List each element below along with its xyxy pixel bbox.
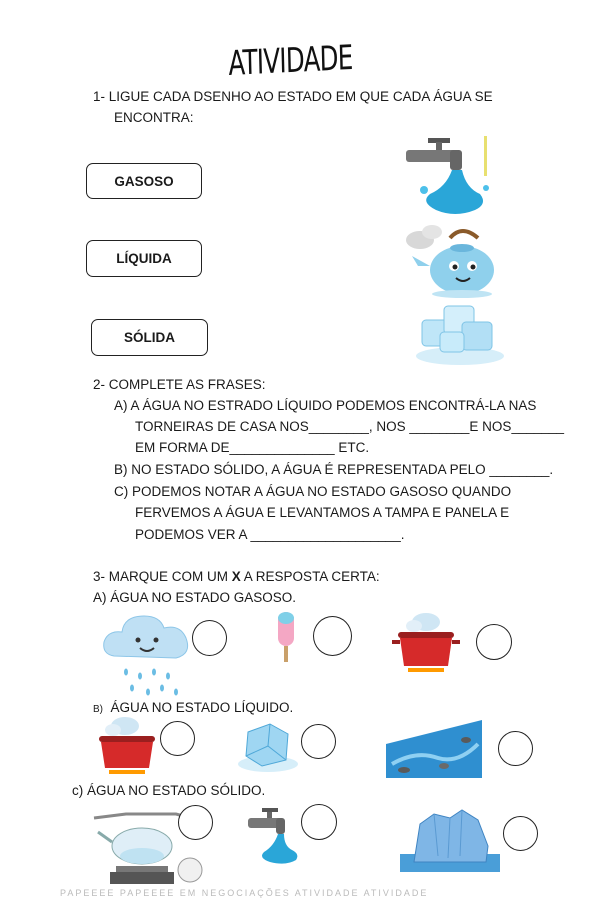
answer-circle-c2[interactable] — [301, 804, 337, 840]
q2-b-line1: B) NO ESTADO SÓLIDO, A ÁGUA É REPRESENTADA PELO ________. — [114, 462, 554, 477]
option-liquida[interactable]: LÍQUIDA — [86, 240, 202, 277]
boiling-pot-image[interactable] — [95, 712, 161, 776]
q1-line1: 1- LIGUE CADA DSENHO AO ESTADO EM QUE CADA ÁGUA SE — [93, 89, 493, 104]
rain-cloud-image[interactable] — [100, 610, 192, 700]
river-image[interactable] — [386, 714, 482, 780]
q2-c-line2: FERVEMOS A ÁGUA E LEVANTAMOS A TAMPA E PANELA E — [135, 505, 510, 520]
boiling-pot-image[interactable] — [392, 608, 462, 674]
answer-circle-c3[interactable] — [503, 816, 538, 851]
popsicle-image[interactable] — [272, 608, 300, 664]
ice-block-image[interactable] — [236, 720, 300, 774]
q3-c-label: c) ÁGUA NO ESTADO SÓLIDO. — [72, 783, 266, 798]
q1-line2: ENCONTRA: — [114, 110, 194, 125]
answer-circle-c1[interactable] — [178, 805, 213, 840]
footer-text: PAPEEEE PAPEEEE EM NEGOCIAÇÕES ATIVIDADE ATIVIDADE — [60, 888, 429, 898]
q3-heading: 3- MARQUE COM UM X A RESPOSTA CERTA: — [93, 569, 380, 584]
q3-b-label: B) ÁGUA NO ESTADO LÍQUIDO. — [93, 700, 294, 715]
faucet-water-image[interactable] — [246, 804, 302, 866]
q2-a-line2: TORNEIRAS DE CASA NOS________, NOS ________E NOS_______ — [135, 419, 564, 434]
q2-a-line3: EM FORMA DE______________ ETC. — [135, 440, 370, 455]
q2-c-line1: C) PODEMOS NOTAR A ÁGUA NO ESTADO GASOSO QUANDO — [114, 484, 512, 499]
answer-circle-b3[interactable] — [498, 731, 533, 766]
answer-circle-b2[interactable] — [301, 724, 336, 759]
faucet-water-image[interactable] — [400, 132, 495, 222]
ice-cubes-image[interactable] — [412, 298, 507, 368]
option-solida[interactable]: SÓLIDA — [91, 319, 208, 356]
page-title: ATIVIDADE — [228, 37, 353, 84]
answer-circle-a2[interactable] — [313, 616, 352, 656]
q2-heading: 2- COMPLETE AS FRASES: — [93, 377, 266, 392]
kettle-image[interactable] — [402, 222, 497, 300]
answer-circle-a3[interactable] — [476, 624, 512, 660]
answer-circle-b1[interactable] — [160, 721, 195, 756]
q3-a-label: A) ÁGUA NO ESTADO GASOSO. — [93, 590, 297, 605]
q2-c-line3: PODEMOS VER A ____________________. — [135, 527, 405, 542]
option-gasoso[interactable]: GASOSO — [86, 163, 202, 199]
answer-circle-a1[interactable] — [192, 620, 227, 656]
q2-a-line1: A) A ÁGUA NO ESTRADO LÍQUIDO PODEMOS ENCONTRÁ-LA NAS — [114, 398, 537, 413]
iceberg-image[interactable] — [400, 806, 500, 872]
